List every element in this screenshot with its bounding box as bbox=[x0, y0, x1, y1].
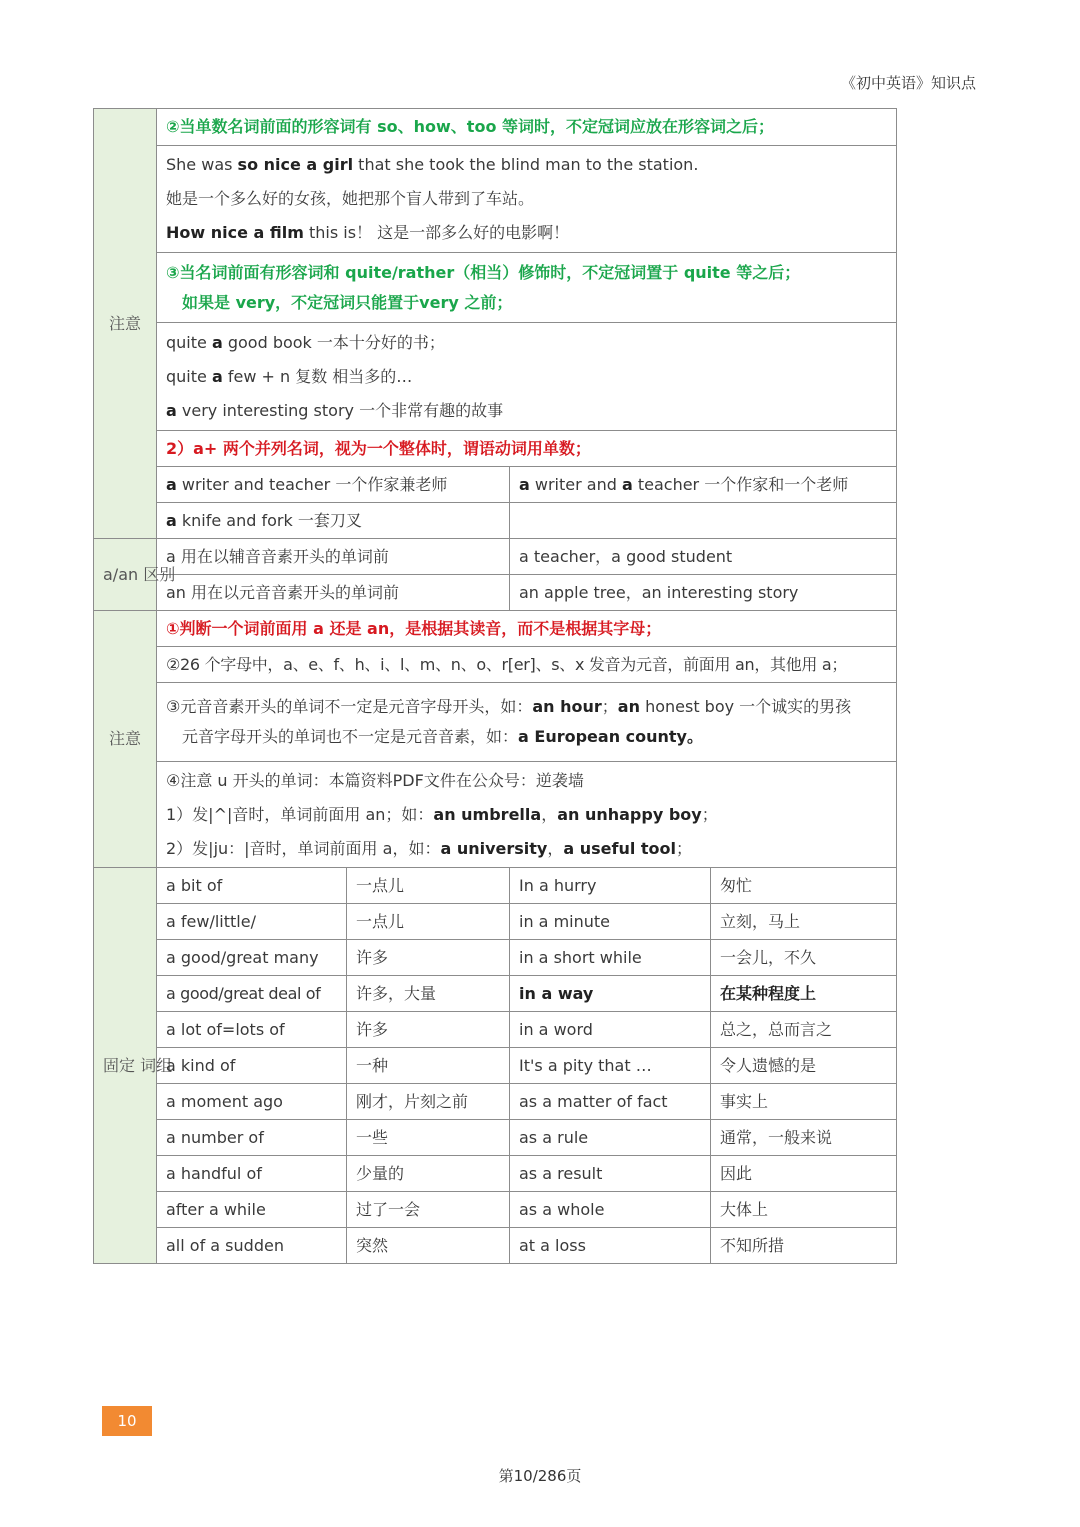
phrase-en: as a whole bbox=[510, 1192, 711, 1228]
example-line-3: How nice a film this is！ 这是一部多么好的电影啊！ bbox=[166, 223, 570, 242]
phrase-en: as a result bbox=[510, 1156, 711, 1192]
phrase-zh: 突然 bbox=[347, 1228, 510, 1264]
phrase-en: a handful of bbox=[157, 1156, 347, 1192]
rule-pronunciation bbox=[157, 611, 897, 647]
rule-2-text: ②当单数名词前面的形容词有 so、how、too 等词时，不定冠词应放在形容词之后； bbox=[166, 117, 775, 137]
example-line-2: 她是一个多么好的女孩，她把那个盲人带到了车站。 bbox=[166, 189, 535, 208]
phrase-en: all of a sudden bbox=[157, 1228, 347, 1264]
phrase-zh: 许多，大量 bbox=[347, 976, 510, 1012]
rule-a-plus-nouns bbox=[157, 431, 897, 467]
phrase-en: in a short while bbox=[510, 940, 711, 976]
quite-example-2: quite a few + n 复数 相当多的… bbox=[166, 366, 413, 386]
phrase-zh: 因此 bbox=[711, 1156, 897, 1192]
phrase-en: at a loss bbox=[510, 1228, 711, 1264]
rule-3-examples bbox=[157, 323, 897, 431]
phrase-en: a bit of bbox=[157, 868, 347, 904]
phrase-en: a lot of=lots of bbox=[157, 1012, 347, 1048]
section-label-phrases: 固定 词组 bbox=[94, 868, 157, 1264]
document-header-title: 《初中英语》知识点 bbox=[840, 74, 976, 92]
phrase-zh: 不知所措 bbox=[711, 1228, 897, 1264]
phrase-en: a good/great many bbox=[157, 940, 347, 976]
phrase-zh: 一会儿，不久 bbox=[711, 940, 897, 976]
page-footer: 第10/286页 bbox=[498, 1467, 582, 1485]
phrase-row bbox=[94, 1120, 897, 1156]
phrase-en: in a minute bbox=[510, 904, 711, 940]
phrase-en: It's a pity that … bbox=[510, 1048, 711, 1084]
phrase-zh: 令人遗憾的是 bbox=[711, 1048, 897, 1084]
u-words-title: ④注意 u 开头的单词：本篇资料PDF文件在公众号：逆袭墙 bbox=[166, 770, 584, 790]
phrase-row bbox=[94, 1048, 897, 1084]
phrase-row bbox=[94, 904, 897, 940]
phrase-row bbox=[94, 1192, 897, 1228]
vowel-line-2: 元音字母开头的单词也不一定是元音音素，如：a European county。 bbox=[182, 727, 703, 746]
phrase-zh: 在某种程度上 bbox=[711, 976, 897, 1012]
phrase-en: In a hurry bbox=[510, 868, 711, 904]
u-words-a: 2）发|ju：|音时，单词前面用 a，如：a university，a useful tool； bbox=[166, 838, 693, 858]
u-words-an: 1）发|^|音时，单词前面用 an；如：an umbrella，an unhappy boy； bbox=[166, 804, 718, 824]
section-label-note-1: 注意 bbox=[94, 109, 157, 539]
phrase-zh: 一些 bbox=[347, 1120, 510, 1156]
phrase-row bbox=[94, 976, 897, 1012]
knowledge-table bbox=[93, 108, 897, 1264]
section-label-note-2: 注意 bbox=[94, 611, 157, 868]
example-line-1: She was so nice a girl that she took the blind man to the station. bbox=[166, 155, 699, 174]
a-usage-example: a teacher，a good student bbox=[510, 539, 897, 575]
phrase-zh: 少量的 bbox=[347, 1156, 510, 1192]
rule-a-plus-nouns-text: 2）a+ 两个并列名词，视为一个整体时，谓语动词用单数； bbox=[166, 438, 591, 458]
phrase-zh: 总之，总而言之 bbox=[711, 1012, 897, 1048]
rule-2-examples bbox=[157, 146, 897, 253]
phrase-en: a moment ago bbox=[157, 1084, 347, 1120]
rule-u-words bbox=[157, 762, 897, 868]
section-label-a-an: a/an 区别 bbox=[94, 539, 157, 611]
phrase-en: in a word bbox=[510, 1012, 711, 1048]
phrase-row bbox=[94, 868, 897, 904]
phrase-row bbox=[94, 1084, 897, 1120]
phrase-row bbox=[94, 940, 897, 976]
phrase-zh: 匆忙 bbox=[711, 868, 897, 904]
phrase-zh: 通常，一般来说 bbox=[711, 1120, 897, 1156]
quite-example-1: quite a good book 一本十分好的书； bbox=[166, 332, 445, 352]
phrase-en: a kind of bbox=[157, 1048, 347, 1084]
an-usage-example: an apple tree，an interesting story bbox=[510, 575, 897, 611]
an-usage-rule: an 用在以元音音素开头的单词前 bbox=[157, 575, 510, 611]
rule-letters: ②26 个字母中，a、e、f、h、i、l、m、n、o、r[er]、s、x 发音为元音，前面用 an，其他用 a； bbox=[157, 647, 897, 683]
rule-pronunciation-text: ①判断一个词前面用 a 还是 an，是根据其读音，而不是根据其字母； bbox=[166, 618, 662, 638]
a-usage-rule: a 用在以辅音音素开头的单词前 bbox=[157, 539, 510, 575]
phrase-zh: 大体上 bbox=[711, 1192, 897, 1228]
phrase-row bbox=[94, 1012, 897, 1048]
phrase-zh: 立刻，马上 bbox=[711, 904, 897, 940]
phrase-zh: 许多 bbox=[347, 940, 510, 976]
phrase-en: as a rule bbox=[510, 1120, 711, 1156]
phrase-en: in a way bbox=[510, 976, 711, 1012]
phrase-row bbox=[94, 1228, 897, 1264]
vowel-line-1: ③元音音素开头的单词不一定是元音字母开头，如：an hour；an honest boy 一个诚实的男孩 bbox=[166, 697, 852, 716]
rule-3-line-1: ③当名词前面有形容词和 quite/rather（相当）修饰时，不定冠词置于 quite 等之后； bbox=[166, 262, 801, 282]
rule-2-heading bbox=[157, 109, 897, 146]
writer-teacher-one: a writer and teacher 一个作家兼老师 bbox=[157, 467, 510, 503]
page-number-badge: 10 bbox=[102, 1406, 152, 1436]
phrase-en: a few/little/ bbox=[157, 904, 347, 940]
phrase-en: after a while bbox=[157, 1192, 347, 1228]
phrase-en: as a matter of fact bbox=[510, 1084, 711, 1120]
rule-vowel-sounds bbox=[157, 683, 897, 762]
phrase-en: a good/great deal of bbox=[157, 976, 347, 1012]
phrase-zh: 事实上 bbox=[711, 1084, 897, 1120]
phrase-zh: 许多 bbox=[347, 1012, 510, 1048]
phrase-zh: 刚才，片刻之前 bbox=[347, 1084, 510, 1120]
empty-cell bbox=[510, 503, 897, 539]
phrase-zh: 一点儿 bbox=[347, 904, 510, 940]
writer-teacher-two: a writer and a teacher 一个作家和一个老师 bbox=[510, 467, 897, 503]
phrase-en: a number of bbox=[157, 1120, 347, 1156]
phrase-row bbox=[94, 1156, 897, 1192]
knife-and-fork: a knife and fork 一套刀叉 bbox=[157, 503, 510, 539]
phrase-zh: 一点儿 bbox=[347, 868, 510, 904]
rule-3-line-2: 如果是 very，不定冠词只能置于very 之前； bbox=[182, 292, 513, 312]
very-example: a very interesting story 一个非常有趣的故事 bbox=[166, 400, 504, 420]
phrase-zh: 一种 bbox=[347, 1048, 510, 1084]
phrase-zh: 过了一会 bbox=[347, 1192, 510, 1228]
rule-3-heading bbox=[157, 253, 897, 323]
